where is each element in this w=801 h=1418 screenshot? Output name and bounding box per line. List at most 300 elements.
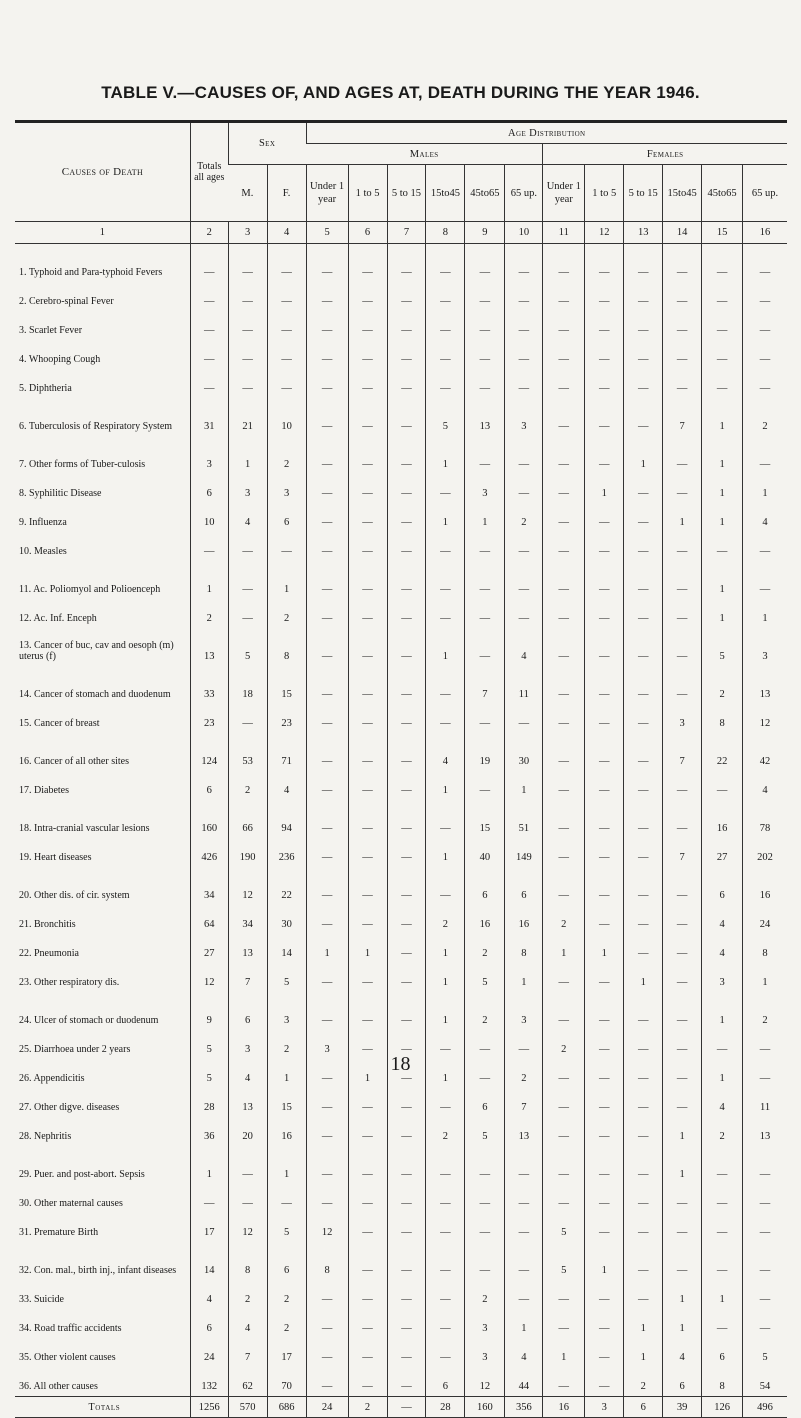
table-cell: — <box>585 398 624 436</box>
table-cell: — <box>624 1059 663 1088</box>
table-cell: 3 <box>267 474 306 503</box>
table-cell: 8 <box>702 1367 743 1397</box>
table-cell: — <box>306 1309 348 1338</box>
causes-of-death-header: Causes of Death <box>15 122 190 222</box>
table-cell: 13 <box>743 666 787 704</box>
table-cell: — <box>702 1184 743 1213</box>
column-number: 16 <box>743 222 787 244</box>
table-cell: — <box>426 800 465 838</box>
table-cell: — <box>387 1030 426 1059</box>
column-number: 10 <box>505 222 543 244</box>
table-cell: — <box>585 503 624 532</box>
table-cell: — <box>505 369 543 398</box>
table-cell: 13 <box>190 628 228 666</box>
table-cell: 1 <box>702 503 743 532</box>
table-cell: 2 <box>267 599 306 628</box>
table-cell: 8 <box>743 934 787 963</box>
table-cell: — <box>624 532 663 561</box>
table-cell: — <box>348 771 387 800</box>
table-cell: — <box>387 905 426 934</box>
table-cell: — <box>505 244 543 283</box>
table-cell: — <box>348 244 387 283</box>
table-cell: 8 <box>267 628 306 666</box>
table-cell: 1 <box>348 934 387 963</box>
table-cell: — <box>624 282 663 311</box>
table-cell: — <box>465 369 505 398</box>
cause-label: 19. Heart diseases <box>19 852 92 863</box>
table-cell: — <box>426 1309 465 1338</box>
table-cell: — <box>426 282 465 311</box>
cause-label: 29. Puer. and post-abort. Sepsis <box>19 1169 145 1180</box>
table-cell: — <box>387 838 426 867</box>
table-cell: — <box>543 1367 585 1397</box>
table-cell: — <box>543 599 585 628</box>
table-cell: — <box>426 474 465 503</box>
table-cell: — <box>387 474 426 503</box>
cause-label: 16. Cancer of all other sites <box>19 756 129 767</box>
table-cell: 1 <box>426 992 465 1030</box>
table-cell: 4 <box>426 733 465 771</box>
table-cell: — <box>348 963 387 992</box>
table-row <box>15 474 787 503</box>
table-cell: 5 <box>267 1213 306 1242</box>
table-cell: — <box>228 282 267 311</box>
table-cell: 202 <box>743 838 787 867</box>
table-cell: — <box>190 1184 228 1213</box>
table-cell: — <box>387 992 426 1030</box>
table-cell: 44 <box>505 1367 543 1397</box>
table-cell: — <box>267 282 306 311</box>
table-cell: — <box>306 1338 348 1367</box>
table-cell: — <box>543 800 585 838</box>
table-cell: 6 <box>465 867 505 905</box>
table-cell: 1 <box>663 1117 702 1146</box>
table-cell: — <box>426 1184 465 1213</box>
table-cell: — <box>306 282 348 311</box>
table-cell: 30 <box>505 733 543 771</box>
table-cell: 6 <box>190 1309 228 1338</box>
table-cell: — <box>543 474 585 503</box>
table-cell: — <box>543 1059 585 1088</box>
table-cell: 2 <box>465 934 505 963</box>
table-cell: — <box>505 599 543 628</box>
table-cell: — <box>702 1242 743 1280</box>
totals-all-ages-header: Totals all ages <box>190 122 228 222</box>
table-cell: — <box>306 532 348 561</box>
table-cell: 6 <box>663 1367 702 1397</box>
column-number: 6 <box>348 222 387 244</box>
column-number: 5 <box>306 222 348 244</box>
table-row <box>15 867 787 905</box>
table-cell: — <box>426 311 465 340</box>
table-cell: 12 <box>306 1213 348 1242</box>
table-cell: 4 <box>505 1338 543 1367</box>
totals-label: Totals <box>15 1397 190 1418</box>
table-cell: — <box>663 1213 702 1242</box>
cause-label: 27. Other digve. diseases <box>19 1102 120 1113</box>
table-cell: — <box>387 733 426 771</box>
table-cell: — <box>387 340 426 369</box>
column-number: 2 <box>190 222 228 244</box>
table-cell: — <box>663 992 702 1030</box>
table-cell: — <box>348 436 387 474</box>
table-cell: — <box>702 340 743 369</box>
table-cell: — <box>267 532 306 561</box>
table-cell: 1 <box>663 1146 702 1184</box>
column-number: 13 <box>624 222 663 244</box>
table-cell: — <box>387 963 426 992</box>
table-cell: 13 <box>228 1088 267 1117</box>
table-cell: 1 <box>267 1146 306 1184</box>
page-number: 18 <box>390 1053 411 1075</box>
table-cell: 17 <box>267 1338 306 1367</box>
table-cell: 1 <box>702 474 743 503</box>
table-cell: — <box>624 1280 663 1309</box>
table-cell: — <box>702 369 743 398</box>
table-cell: — <box>505 561 543 599</box>
table-row <box>15 1242 787 1280</box>
table-cell: — <box>306 666 348 704</box>
table-cell: — <box>663 282 702 311</box>
cause-label: 20. Other dis. of cir. system <box>19 890 130 901</box>
table-cell: 1 <box>663 1280 702 1309</box>
cause-label: 35. Other violent causes <box>19 1352 116 1363</box>
table-cell: — <box>426 1030 465 1059</box>
female-age-group-header: 5 to 15 <box>624 165 663 222</box>
table-cell: — <box>505 282 543 311</box>
table-cell: 5 <box>543 1242 585 1280</box>
cause-label: 10. Measles <box>19 546 67 557</box>
table-cell: 11 <box>505 666 543 704</box>
table-row <box>15 340 787 369</box>
table-row <box>15 1088 787 1117</box>
sex-header: Sex <box>228 122 306 165</box>
totals-cell: — <box>387 1397 426 1418</box>
table-cell: — <box>624 369 663 398</box>
table-cell: — <box>543 282 585 311</box>
column-number: 3 <box>228 222 267 244</box>
table-cell: 17 <box>190 1213 228 1242</box>
cause-label: 5. Diphtheria <box>19 383 72 394</box>
table-cell: — <box>743 532 787 561</box>
table-cell: — <box>624 398 663 436</box>
table-cell: — <box>743 1146 787 1184</box>
table-cell: 6 <box>505 867 543 905</box>
table-cell: — <box>465 340 505 369</box>
table-row <box>15 666 787 704</box>
table-cell: — <box>585 532 624 561</box>
table-cell: — <box>228 599 267 628</box>
table-cell: 2 <box>543 905 585 934</box>
table-cell: — <box>543 1184 585 1213</box>
table-row <box>15 1280 787 1309</box>
table-cell: 1 <box>624 1309 663 1338</box>
table-cell: 12 <box>743 704 787 733</box>
table-cell: 149 <box>505 838 543 867</box>
table-cell: — <box>585 1184 624 1213</box>
cause-label: 14. Cancer of stomach and duodenum <box>19 689 171 700</box>
table-cell: 15 <box>267 666 306 704</box>
table-cell: — <box>387 1367 426 1397</box>
table-cell: — <box>624 1146 663 1184</box>
table-cell: — <box>585 905 624 934</box>
table-cell: 1 <box>426 436 465 474</box>
table-cell: 19 <box>465 733 505 771</box>
table-cell: — <box>505 532 543 561</box>
table-cell: 5 <box>702 628 743 666</box>
table-cell: — <box>543 666 585 704</box>
table-cell: 190 <box>228 838 267 867</box>
table-cell: 7 <box>505 1088 543 1117</box>
table-row <box>15 244 787 283</box>
table-cell: — <box>306 963 348 992</box>
table-row <box>15 1309 787 1338</box>
table-cell: 2 <box>743 398 787 436</box>
table-cell: 22 <box>267 867 306 905</box>
table-cell: — <box>663 340 702 369</box>
table-cell: 14 <box>190 1242 228 1280</box>
table-cell: — <box>426 340 465 369</box>
table-cell: — <box>348 1030 387 1059</box>
table-cell: — <box>426 244 465 283</box>
table-cell: — <box>348 628 387 666</box>
table-cell: — <box>585 282 624 311</box>
table-cell: — <box>387 1146 426 1184</box>
table-cell: 160 <box>190 800 228 838</box>
table-cell: — <box>306 1367 348 1397</box>
table-cell: — <box>543 436 585 474</box>
table-cell: 1 <box>702 599 743 628</box>
table-cell: — <box>465 282 505 311</box>
table-cell: 16 <box>505 905 543 934</box>
table-cell: — <box>348 561 387 599</box>
table-cell: — <box>624 628 663 666</box>
table-cell: 5 <box>190 1059 228 1088</box>
totals-cell: 3 <box>585 1397 624 1418</box>
table-cell: 7 <box>663 838 702 867</box>
column-number: 4 <box>267 222 306 244</box>
table-cell: — <box>585 838 624 867</box>
table-cell: — <box>426 1242 465 1280</box>
table-cell: 6 <box>465 1088 505 1117</box>
table-cell: — <box>505 311 543 340</box>
table-cell: — <box>190 532 228 561</box>
table-cell: — <box>505 1242 543 1280</box>
table-cell: 2 <box>267 1030 306 1059</box>
table-cell: 64 <box>190 905 228 934</box>
table-cell: 9 <box>190 992 228 1030</box>
table-cell: — <box>465 561 505 599</box>
table-cell: — <box>306 838 348 867</box>
table-cell: — <box>624 1088 663 1117</box>
male-age-group-header: 15to45 <box>426 165 465 222</box>
table-cell: — <box>387 934 426 963</box>
table-cell: 34 <box>190 867 228 905</box>
table-cell: — <box>743 1280 787 1309</box>
table-cell: — <box>387 666 426 704</box>
table-cell: — <box>663 666 702 704</box>
table-cell: — <box>228 340 267 369</box>
table-cell: 1 <box>743 963 787 992</box>
table-cell: 3 <box>267 992 306 1030</box>
table-cell: — <box>267 369 306 398</box>
table-cell: 2 <box>267 1309 306 1338</box>
table-cell: 5 <box>465 1117 505 1146</box>
table-cell: 15 <box>267 1088 306 1117</box>
table-cell: — <box>624 1184 663 1213</box>
table-cell: 13 <box>228 934 267 963</box>
cause-label: 1. Typhoid and Para-typhoid Fevers <box>19 267 163 278</box>
cause-label: 2. Cerebro-spinal Fever <box>19 296 114 307</box>
table-cell: — <box>663 369 702 398</box>
table-cell: — <box>663 934 702 963</box>
table-cell: 1 <box>505 771 543 800</box>
table-cell: — <box>387 561 426 599</box>
table-row <box>15 771 787 800</box>
cause-label: 3. Scarlet Fever <box>19 325 83 336</box>
table-row <box>15 838 787 867</box>
table-cell: 1 <box>505 1309 543 1338</box>
table-cell: 1 <box>348 1059 387 1088</box>
table-cell: — <box>743 340 787 369</box>
totals-cell: 496 <box>743 1397 787 1418</box>
table-cell: — <box>663 599 702 628</box>
table-cell: — <box>624 704 663 733</box>
table-cell: 15 <box>465 800 505 838</box>
table-cell: — <box>543 369 585 398</box>
table-cell: — <box>585 1059 624 1088</box>
table-cell: 53 <box>228 733 267 771</box>
table-cell: — <box>543 992 585 1030</box>
table-cell: 1 <box>426 771 465 800</box>
table-cell: — <box>624 905 663 934</box>
table-cell: — <box>702 771 743 800</box>
table-cell: — <box>387 1242 426 1280</box>
table-cell: 13 <box>743 1117 787 1146</box>
table-cell: — <box>543 1280 585 1309</box>
cause-label: 17. Diabetes <box>19 785 69 796</box>
totals-cell: 39 <box>663 1397 702 1418</box>
table-cell: — <box>624 1117 663 1146</box>
column-number: 11 <box>543 222 585 244</box>
table-cell: — <box>465 628 505 666</box>
table-cell: — <box>585 1117 624 1146</box>
table-cell: 1 <box>663 1309 702 1338</box>
table-cell: — <box>348 867 387 905</box>
table-cell: — <box>387 436 426 474</box>
table-cell: 5 <box>465 963 505 992</box>
cause-label: 18. Intra-cranial vascular lesions <box>19 823 150 834</box>
cause-label: 30. Other maternal causes <box>19 1198 123 1209</box>
table-cell: — <box>387 1184 426 1213</box>
table-row <box>15 436 787 474</box>
totals-cell: 16 <box>543 1397 585 1418</box>
table-cell: — <box>702 282 743 311</box>
table-cell: — <box>348 1280 387 1309</box>
table-cell: — <box>387 1088 426 1117</box>
table-cell: — <box>743 1184 787 1213</box>
table-cell: 8 <box>702 704 743 733</box>
table-cell: 3 <box>702 963 743 992</box>
table-cell: — <box>624 599 663 628</box>
totals-cell: 2 <box>348 1397 387 1418</box>
table-cell: 27 <box>190 934 228 963</box>
table-cell: — <box>663 474 702 503</box>
table-cell: — <box>465 1059 505 1088</box>
column-number: 1 <box>15 222 190 244</box>
table-cell: 6 <box>267 503 306 532</box>
table-cell: 16 <box>743 867 787 905</box>
table-cell: — <box>585 1146 624 1184</box>
table-cell: 1 <box>543 934 585 963</box>
table-cell: — <box>585 1030 624 1059</box>
table-cell: 1 <box>426 963 465 992</box>
table-cell: — <box>426 1146 465 1184</box>
table-cell: — <box>505 436 543 474</box>
table-cell: 70 <box>267 1367 306 1397</box>
table-cell: 1 <box>465 503 505 532</box>
table-cell: — <box>505 474 543 503</box>
table-cell: 34 <box>228 905 267 934</box>
table-cell: — <box>387 1117 426 1146</box>
table-row <box>15 532 787 561</box>
table-cell: — <box>465 532 505 561</box>
cause-label: 22. Pneumonia <box>19 948 79 959</box>
male-age-group-header: Under 1 year <box>306 165 348 222</box>
table-cell: — <box>505 1184 543 1213</box>
table-cell: — <box>387 532 426 561</box>
table-cell: — <box>348 1338 387 1367</box>
table-cell: — <box>306 340 348 369</box>
table-cell: — <box>306 561 348 599</box>
table-cell: — <box>228 561 267 599</box>
table-cell: 71 <box>267 733 306 771</box>
column-number: 9 <box>465 222 505 244</box>
table-cell: — <box>663 1088 702 1117</box>
table-cell: 6 <box>190 474 228 503</box>
table-cell: 1 <box>426 934 465 963</box>
cause-label: 12. Ac. Inf. Enceph <box>19 613 97 624</box>
table-cell: — <box>624 503 663 532</box>
males-header: Males <box>306 144 543 165</box>
table-cell: 5 <box>743 1338 787 1367</box>
totals-cell: 24 <box>306 1397 348 1418</box>
table-cell: — <box>426 666 465 704</box>
table-cell: — <box>543 628 585 666</box>
table-cell: — <box>387 282 426 311</box>
table-cell: — <box>663 1059 702 1088</box>
table-row <box>15 905 787 934</box>
table-cell: 16 <box>465 905 505 934</box>
table-cell: 20 <box>228 1117 267 1146</box>
table-cell: — <box>306 1184 348 1213</box>
table-cell: — <box>348 599 387 628</box>
table-cell: — <box>426 561 465 599</box>
table-cell: 7 <box>663 398 702 436</box>
table-cell: — <box>348 532 387 561</box>
table-cell: 1 <box>743 599 787 628</box>
table-cell: 6 <box>702 1338 743 1367</box>
column-number: 12 <box>585 222 624 244</box>
table-cell: — <box>663 532 702 561</box>
table-cell: 6 <box>426 1367 465 1397</box>
table-cell: — <box>543 340 585 369</box>
totals-row <box>15 1397 787 1418</box>
cause-label: 13. Cancer of buc, cav and oesoph (m) uterus (f) <box>19 640 174 662</box>
table-cell: — <box>585 704 624 733</box>
table-cell: — <box>702 1030 743 1059</box>
table-cell: 12 <box>228 867 267 905</box>
